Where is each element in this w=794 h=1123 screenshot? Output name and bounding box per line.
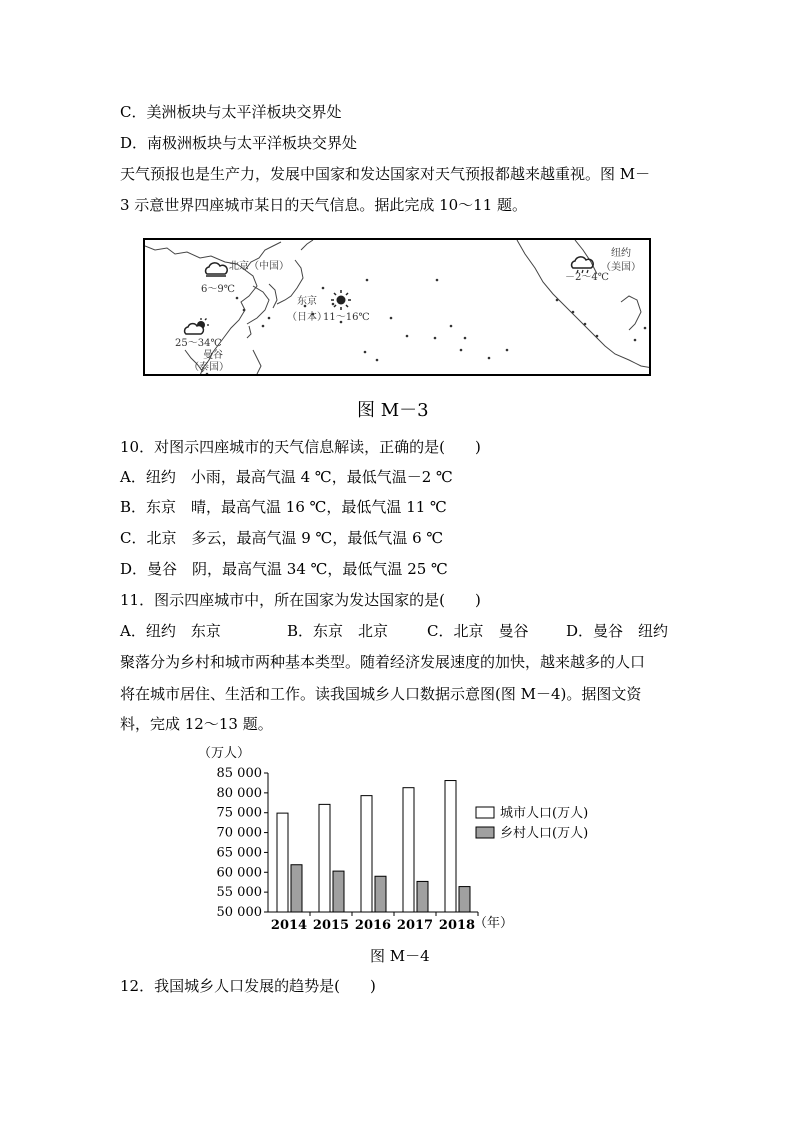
tokyo-label: 东京 xyxy=(297,296,317,307)
y-tick-label: 85 000 xyxy=(216,766,262,781)
bangkok-temp: 25～34℃ xyxy=(175,338,222,349)
x-tick-label: 2015 xyxy=(312,918,350,933)
legend-swatch-urban xyxy=(476,807,494,818)
urban-bar-2014 xyxy=(277,813,288,912)
y-tick-label: 70 000 xyxy=(216,825,262,841)
question-11-options xyxy=(120,621,680,641)
rural-bar-2014 xyxy=(291,865,302,912)
figure-caption-m4: 图 M－4 xyxy=(370,947,430,965)
intro-paragraph-line: 聚落分为乡村和城市两种基本类型。随着经济发展速度的加快，越来越多的人口 xyxy=(120,653,646,671)
y-tick-label: 65 000 xyxy=(216,845,262,861)
legend-label-urban: 城市人口(万人) xyxy=(500,806,589,821)
rural-bar-2017 xyxy=(417,881,428,912)
question-11-option-a: A．纽约 东京 xyxy=(120,622,221,640)
question-10-option-a: A．纽约 小雨，最高气温 4 ℃，最低气温－2 ℃ xyxy=(120,468,453,486)
question-10-option-b: B．东京 晴，最高气温 16 ℃，最低气温 11 ℃ xyxy=(120,498,447,516)
y-tick-label: 55 000 xyxy=(216,885,262,901)
x-tick-label: 2014 xyxy=(270,918,308,933)
question-11-option-d: D．曼谷 纽约 xyxy=(566,622,669,640)
newyork-label: 纽约 xyxy=(611,248,631,259)
option-d-prev: D．南极洲板块与太平洋板块交界处 xyxy=(120,134,358,152)
intro-paragraph-line: 料，完成 12～13 题。 xyxy=(120,715,273,733)
newyork-country: （美国） xyxy=(601,262,641,273)
intro-paragraph-line: 将在城市居住、生活和工作。读我国城乡人口数据示意图(图 M－4)。据图文资 xyxy=(120,685,642,703)
y-tick-label: 75 000 xyxy=(216,805,262,821)
urban-bar-2015 xyxy=(319,804,330,912)
partly-cloudy-icon xyxy=(183,318,211,336)
y-axis-label: （万人） xyxy=(197,746,250,761)
urban-bar-2016 xyxy=(361,796,372,912)
intro-paragraph-line: 3 示意世界四座城市某日的天气信息。据此完成 10～11 题。 xyxy=(120,196,528,214)
question-10-option-c: C．北京 多云，最高气温 9 ℃，最低气温 6 ℃ xyxy=(120,529,444,547)
question-11-option-c: C．北京 曼谷 xyxy=(427,622,529,640)
intro-paragraph-line: 天气预报也是生产力，发展中国家和发达国家对天气预报都越来越重视。图 M－ xyxy=(120,165,651,183)
overcast-icon xyxy=(203,262,229,278)
x-tick-label: 2016 xyxy=(354,918,392,933)
x-tick-label: 2018 xyxy=(438,918,476,933)
question-10-stem: 10．对图示四座城市的天气信息解读，正确的是( ) xyxy=(120,438,481,456)
rural-bar-2016 xyxy=(375,876,386,912)
question-11-option-b: B．东京 北京 xyxy=(287,622,389,640)
rural-bar-2015 xyxy=(333,871,344,912)
tokyo-country: （日本） xyxy=(287,312,327,323)
y-tick-label: 80 000 xyxy=(216,785,262,801)
rural-bar-2018 xyxy=(459,887,470,912)
beijing-label: 北京（中国） xyxy=(229,261,289,272)
y-tick-label: 50 000 xyxy=(216,905,262,920)
option-c-prev: C．美洲板块与太平洋板块交界处 xyxy=(120,103,342,121)
newyork-temp: －2～4℃ xyxy=(565,272,609,283)
bangkok-country: （泰国） xyxy=(189,362,229,373)
weather-map xyxy=(143,238,651,376)
urban-bar-2018 xyxy=(445,781,456,912)
urban-bar-2017 xyxy=(403,788,414,912)
question-10-option-d: D．曼谷 阴，最高气温 34 ℃，最低气温 25 ℃ xyxy=(120,560,448,578)
tokyo-temp: 11～16℃ xyxy=(323,312,370,323)
bangkok-label: 曼谷 xyxy=(203,350,223,361)
question-12-stem: 12．我国城乡人口发展的趋势是( ) xyxy=(120,977,376,995)
question-11-stem: 11．图示四座城市中，所在国家为发达国家的是( ) xyxy=(120,591,481,609)
legend-swatch-rural xyxy=(476,827,494,838)
population-bar-chart xyxy=(180,745,700,945)
x-tick-label: 2017 xyxy=(396,918,434,933)
y-tick-label: 60 000 xyxy=(216,865,262,881)
legend-label-rural: 乡村人口(万人) xyxy=(500,826,589,841)
figure-caption-m3: 图 M－3 xyxy=(357,400,429,421)
sun-icon xyxy=(331,290,351,310)
chart-legend xyxy=(476,806,588,841)
x-axis-label: （年） xyxy=(474,916,514,931)
beijing-temp: 6～9℃ xyxy=(201,284,235,295)
